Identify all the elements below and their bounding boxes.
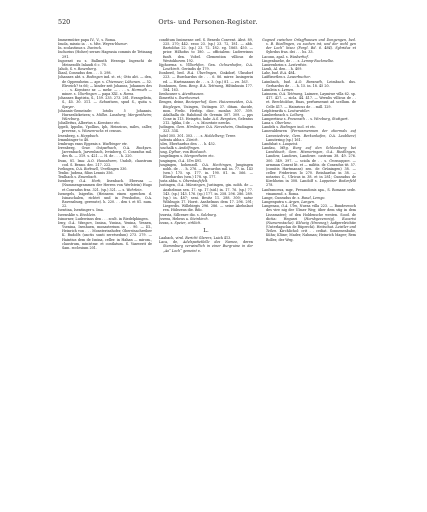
index-entry: Lahr, bad. B.A. 484. — [262, 71, 296, 76]
index-entry: Justingen, O.A. Münsingen, Justingen, gin. nobh. de — Anshelmus sen. 17. sp. 17.(sid.) in. 17. 76. (sp.) 77. 143. (sp.) 143. 176. (sp.) 177. in. 258. 296. 286. 289. (sp.) in. 487; seni. Besitz 11. 288. 300; natur Wilsbugis 17. Horst. Anshelmus dem 17. 296. 291; Liegerdis. Willebirgis 296. 286. — seine Abehnlaot ren. Hülezeus die. Bdo. — [159, 183, 253, 213]
index-entry: Jungingen, O.A. Ulm 491. — [159, 158, 203, 163]
page-number: 520 — [58, 18, 71, 26]
index-entry: Ilenges, deine, Bezieperhof, Gem. Huizenweiden, O.A. Bieglegen, Uuingen, Uutingen 37. ditam. dacide, mon. Frelic. Herbip. dioc. monlas 307. 309. Adalhalla dr. Rahdonil dr. Gremin 307. 309. — pps Cone in 113. Heinptto, habr. A.S. Bergsten, Gelentus 212. Iglika, I de . . . s. Mountain nercks. — [159, 100, 253, 126]
index-entry: Ieny, O.A. Wangen, Isnina, Ysnina, Yenina, Yesnen, Ysenina, Isenhuen, monasterium in . . 90. — III., Heinrich von . . . Monsterinshofer, Oberstsachreiber K. Rudolfs (unctis sunti seretsedum) 273. 279. — Haintius dem de Isnina, celler. in Hahan — mirom., claustrum, ministrar. et contlatum. S. Vanwerit de Sam. ecclesium 201. — [58, 220, 152, 250]
index-entry: Irmmbinger to 48. — [58, 137, 90, 142]
index-entry: Johannis-Gemeinde: Iotolis 5 Johannis. Hurneslicketzen; s. Mülkn. Lassberg; Mergentheim; Würzburg. — [58, 108, 152, 121]
index-entry: Judel 305. 301. 303. . . . s. Holdelberg; Treer. — [159, 133, 236, 138]
index-entry: Laneraldeuren (Pernosmennum der ebermals auf Lanswiedreie, Gem. Berkunkofen, O.A. Laubliere) Lanutrzing (sp.) 161. — [262, 129, 356, 142]
index-entry: Lana s. Oberlanz. — [262, 121, 292, 126]
index-entry: Imola, missio ia . . s. Mte. Weyen-blumer. — [58, 42, 129, 47]
index-entry: Isenegels, Isigerlin. (Heinsem einen sprechen d. Isinaschalen, richtet und in Prushofon, O.A. Ravensburg, gerenste). h. 220. . . den t. et 81. num. 22. — [58, 191, 152, 209]
index-entry: Iijphorena s. Yllborkfen, Gen. Ochsenhofen, O.A. Leutkirch. Gerindis de 179. — [159, 62, 253, 72]
section-letter: L. — [203, 228, 209, 235]
index-entry: Iuvan, s. Speier, cirklich. — [159, 220, 202, 225]
index-entry: Isinorner, Ludewinus den . . . scult. in Riedelphingen. — [58, 216, 149, 221]
index-entry: Inchorius (Hoher) seraro Hagrasia commis de Tetinang 291. — [58, 50, 152, 59]
index-entry: Laca, de, Adelspatietlelle des Namee, deren Stammburg verwindlich in einer Burgruine in der „Ao“ Loch“ gemeint e. — [159, 240, 253, 253]
index-entry: Lingenbaehe, de . . . s. Lemnp-Ruckmelbe. — [262, 58, 335, 63]
index-entry: Laimlein s. Lemen. — [262, 87, 295, 92]
index-entry: Lainnem, O.A. Tettnang, Laimwe, Laymiwe villa 62. sp. 417. 427. — sicla. 44. 417. — Wernlis villicus de . . et. Berchtoldue, Ruas, perfurnerant ad scellum. de Celle 417. — Hainricus de . . mill. 129. — [262, 92, 356, 109]
index-entry: Johannes abt. s. Bodingen ind. st. et.; Otto abt. — den, de Oppensheim — apr. s. Chiemsee; Lühenan. — 52. Elsveich? tz 66; — kinder zeit Johanns, Johannes des . . . s. Konstanz nr. — mehr. — . . . s. Hormuth — miner. s. Überlingen — papa XXI. s. Roma. — [58, 75, 152, 97]
index-entry: Johannes Baptista, S., 159. 235. 273. 281. Evangelista, S., 45. 30. 311. — Sebastians, spud S., quita s. Speyer. — [58, 96, 152, 109]
index-column-1 — [58, 38, 152, 490]
index-entry: Jungingen, hohenzoll. O.A. Hechingen, Jungingen nobh. de . . . h. 276. — Burcardus mil. in. 77. in. 143 (sen.) 175. sp. 177. in. 190. 81. in. 566. — Eberhardus (sen.) 178. sp. 177. — [159, 162, 253, 180]
index-entry: Justa abba. s. Oberstaufzfelt. — [159, 179, 209, 184]
index-entry: Laimbach, bad. A.O. Baranath, Leimbach. dus. Gerhardus de . . . h. 15. in. 18. 45 20. — [262, 79, 356, 88]
index-entry: Landsbat s. Laupeist. — [262, 141, 299, 146]
index-entry: Juvens, Hebrus a. Steinkirch. — [159, 216, 209, 221]
index-entry: Ingoenst zu z. Ballmuth Herzoga Ingenchi de Meinesolfs Inlaudi 6 c. 70. — [58, 58, 152, 67]
index-entry: Tenlhach s. Essenbach. — [58, 175, 98, 180]
index-entry: Lange, Cunradus dr. s. Basel, Lemgo. — [262, 195, 326, 200]
page-title: Orts- und Personen-Register. — [158, 18, 258, 26]
index-entry: Itonhunen, Gem. Beng. B.A. Tettnang, Hiltinhusin 177. 184. 163. — [159, 83, 253, 92]
index-entry: Jungelingen s. Mergentheim etc. — [159, 154, 215, 159]
index-entry: In. scolastinus s. Davinck. — [58, 46, 103, 51]
index-entry: Junchalk s. Andelfingen. — [159, 146, 201, 151]
index-entry: Immermütze papa IV., V., s. Roma. — [58, 38, 116, 42]
index-entry: Irrenberg, Grav. Ostpathach, O.A. Backpen. Jarvenbach, Jarvenbach, Ivvinberg. C. Conradus mil. des th. — 319. s. 421. — H. de . . . h. 220. — [58, 146, 152, 159]
index-entry: Jules, Eberhardus den . . . h. 452. — [159, 141, 216, 146]
page-header — [58, 17, 358, 27]
index-entry: Langenputra s. Argen, Langen. — [262, 200, 315, 205]
index-entry: Judenta abba s. Zürich. — [159, 137, 199, 142]
index-entry: Landels s. Bodingen incl. et etc. — [262, 125, 317, 130]
index-entry: Laiffirortlen s. Lawerbucher. — [262, 75, 312, 80]
index-entry: Jahob, S. v. Rosenberg. — [58, 67, 98, 72]
index-entry: Jung, Dythar, von Bieduach. — [159, 150, 207, 155]
index-entry: Ivelingen, O.A. Bottwell, Uvetlingen 330. — [58, 166, 128, 171]
index-entry: Ilimerthi s. Ilserheumet. — [159, 96, 201, 101]
index-entry: Lanfranceux, mgr., Presandonis apa., S. Romane sede. vinamend. s. Roma. — [262, 187, 356, 196]
index-entry: Laconn, apal. s. Wasberhof. — [262, 54, 309, 59]
index-entry: Ippeli, Ippolin, Ypollius, Iph, Heinricus, miles, caller, prevenr., s. Wiesenrucks et census. — [58, 125, 152, 134]
index-entry: Lanirenheim s. Lesterdsin. — [262, 62, 308, 67]
index-entry: Juvavia, Sillcenre dio. s. Salzburg. — [159, 212, 217, 217]
index-entry: Gugned zwischen Orlagfhausen und Dongengen, bed. s. B. Riedlingen, zu suchen int, und der wohl gen der Loch“ bisez (Forgl. Bd. 6. 484). Sybridus et Sybrdus fras. dei . . . hs. 33. — [262, 38, 356, 55]
index-entry: Joballettus, Albertus s. Konstanz etc. — [58, 121, 121, 126]
index-entry: Lamberheach s. Lelberg. — [262, 112, 305, 117]
index-entry: Lizuli, Al. den . . h. 409. — [262, 67, 303, 72]
index-entry: Judingen, Gem. Hirslingen O.A. Neresheim, Gtudingen 323. 334. — [159, 125, 253, 134]
index-column-2 — [159, 38, 253, 490]
index-column-3 — [262, 38, 356, 490]
index-entry: Laabach, viral. Bericht Glarers, Laich 413. — [159, 236, 232, 241]
index-entry: Isentina, Isentinger s. Ima. — [58, 208, 104, 213]
index-entry: Ilianl, Conradus den . . . 5. 298. — [58, 71, 112, 76]
index-entry: Isenberg: O.A. Horb, Iisenbach. Eberusa — (Nummengrammen der Herren von Werlstein) Hugo et Conradus fras. 321. (sp.) 321. — s. Wehrlein. — [58, 179, 152, 192]
index-entry: Langenau, O.A. Ulm, Nuesa villa 223. — Bundeswoch des vire nig der Ulmer Weg; über dem stig in dem Lisssmatee); of den Holdensche westen. Sood. de dictia: Hegusri (Horsbgeverenig). Eucarisi (Numerostacke). Elduvig (Hresneg); Aufgerelrichtie (Unterlagsclan de Rüperchi). Heitschut. Leistler und Teilen. Kirchlichol: crit . . cediat. Sonnenenbabe, Kühn; Klüne; Mader, Nahman; Heinrich Mager; Rem Bolles; der Weg. — [262, 204, 356, 242]
index-entry: Lampertissz s. Fresenath . . s. Wirzburg, Stuttgart. — [262, 116, 349, 121]
index-entry: Tenlin: Judena, filius Lennis 356. — [58, 171, 114, 175]
index-entry: Landau, Mhg. Burg auf den Schlossberg bei Landsbuch, Gem. Hismeringen, O.A. Riedlingen, Landow, Landows, Landowe. castrum 38. 49. 276. 300. 349. 397. — sciola de . . s. Grossuppen. — armman Conrat lit. et — militis. dr. Conradus tit. 57. (comitis Hartmanns) sen. de Grüningen) 38. — celler. Friderieus lo 270. Reinhardus in 38. — notarius C., Ulricus in 38. et in 281; Cunradus de Kirchheim in 308. Landolf s. Lappeiner Bodenfeld 278. — [262, 146, 356, 188]
index-entry: Iivan, 81. Ima: A.O. Haussburm, Undolt, claustrum cod. S. Benno. dec. 217. 222. — [58, 158, 152, 167]
index-entry: conditum Isnimense ord. S. Benedo Convent. Abst. 89, 225. 270; 442. eeoo 23. (sp.) 23. 72, 181. — abb. Bartoldus 22. (sp.) 23. 72. 182. eg. 1865. 450. — prior. Hilhofus to 180. — officialem: Luderwinus funft. den. Vobel. Clemention villicus de Westokhoven 192. — [159, 38, 253, 63]
index-entry: Irsenberg, s. Heppbach. — [58, 133, 100, 138]
index-entry: Leiphtenrifa s. Leutwratiler. — [262, 108, 311, 113]
index-entry: Itonberd, bed. B.A. Überlingen, Cinkdorf, Ulnsdorf 223. — Burchardus de . . . 6. 86. mirer. Insingerin ed. — Hartmannus de . . . s. 3. (sp.) 81. — en. 163. — [159, 71, 253, 84]
index-entry: Irmbrugs enns Eppenis s. Wadbinger etr. — [58, 141, 128, 146]
index-entry: Iseensklie s. Eissklein. — [58, 212, 97, 217]
index-entry: Iienhouser s. Atenthausen. — [159, 92, 205, 97]
